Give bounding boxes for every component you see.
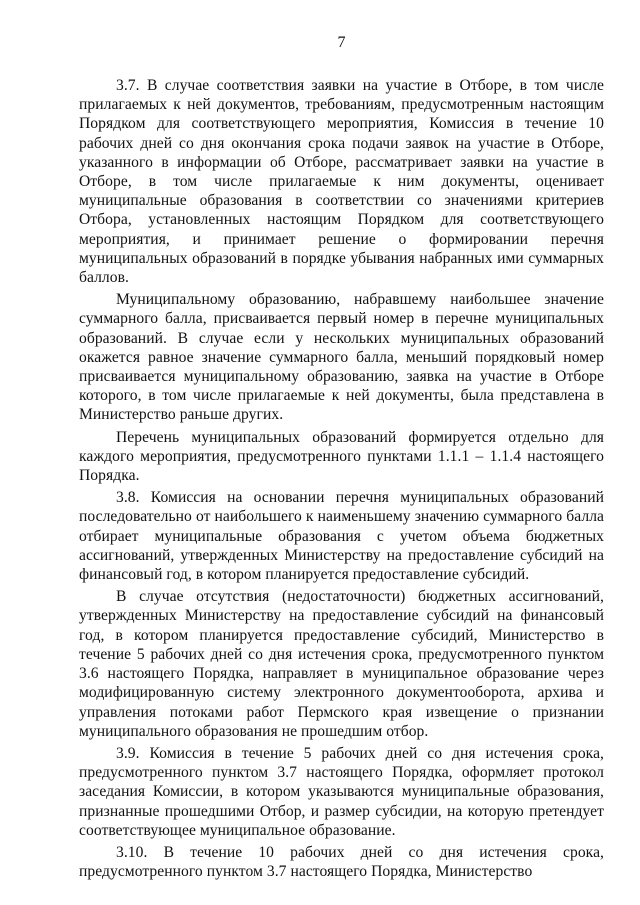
paragraph-ranking: Муниципальному образованию, набравшему наибольшее значение суммарного балла, присваивается первый номер в перечне муниципальных образований. В случае если у нескольких муниципальных образований окажется равное значение суммарного балла, меньший порядковый номер присваивается муниципальному образованию, заявка на участие в Отборе которого, в том числе прилагаемые к ней документы, была представлена в Министерство раньше других. xyxy=(79,291,604,424)
page-number: 7 xyxy=(337,34,346,51)
paragraph-3-10: 3.10. В течение 10 рабочих дней со дня истечения срока, предусмотренного пунктом 3.7 настоящего Порядка, Министерство xyxy=(79,843,604,881)
paragraph-3-9: 3.9. Комиссия в течение 5 рабочих дней со дня истечения срока, предусмотренного пунктом 3.7 настоящего Порядка, оформляет протокол заседания Комиссии, в котором указываются муниципальные образования, признанные прошедшими Отбор, и размер субсидии, на которую претендует соответствующее муниципальное образование. xyxy=(79,744,604,839)
paragraph-list-per-measure: Перечень муниципальных образований формируется отдельно для каждого мероприятия, предусмотренного пунктами 1.1.1 – 1.1.4 настоящего Порядка. xyxy=(79,428,604,485)
paragraph-3-7: 3.7. В случае соответствия заявки на участие в Отборе, в том числе прилагаемых к ней документов, требованиям, предусмотренным настоящим Порядком для соответствующего мероприятия, Комиссия в течение 10 рабочих дней со дня окончания срока подачи заявок на участие в Отборе, указанного в информации об Отборе, рассматривает заявки на участие в Отборе, в том числе прилагаемые к ним документы, оценивает муниципальные образования в соответствии со значениями критериев Отбора, установленных настоящим Порядком для соответствующего мероприятия, и принимает решение о формировании перечня муниципальных образований в порядке убывания набранных ими суммарных баллов. xyxy=(79,77,604,287)
paragraph-insufficient-funds: В случае отсутствия (недостаточности) бюджетных ассигнований, утвержденных Министерству на предоставление субсидий на финансовый год, в котором планируется предоставление субсидий, Министерство в течение 5 рабочих дней со дня истечения срока, предусмотренного пунктом 3.6 настоящего Порядка, направляет в муниципальное образование через модифицированную систему электронного документооборота, архива и управления потоками работ Пермского края извещение о признании муниципального образования не прошедшим отбор. xyxy=(79,588,604,740)
paragraph-3-8: 3.8. Комиссия на основании перечня муниципальных образований последовательно от наибольшего к наименьшему значению суммарного балла отбирает муниципальные образования с учетом объема бюджетных ассигнований, утвержденных Министерству на предоставление субсидий на финансовый год, в котором планируется предоставление субсидий. xyxy=(79,489,604,584)
